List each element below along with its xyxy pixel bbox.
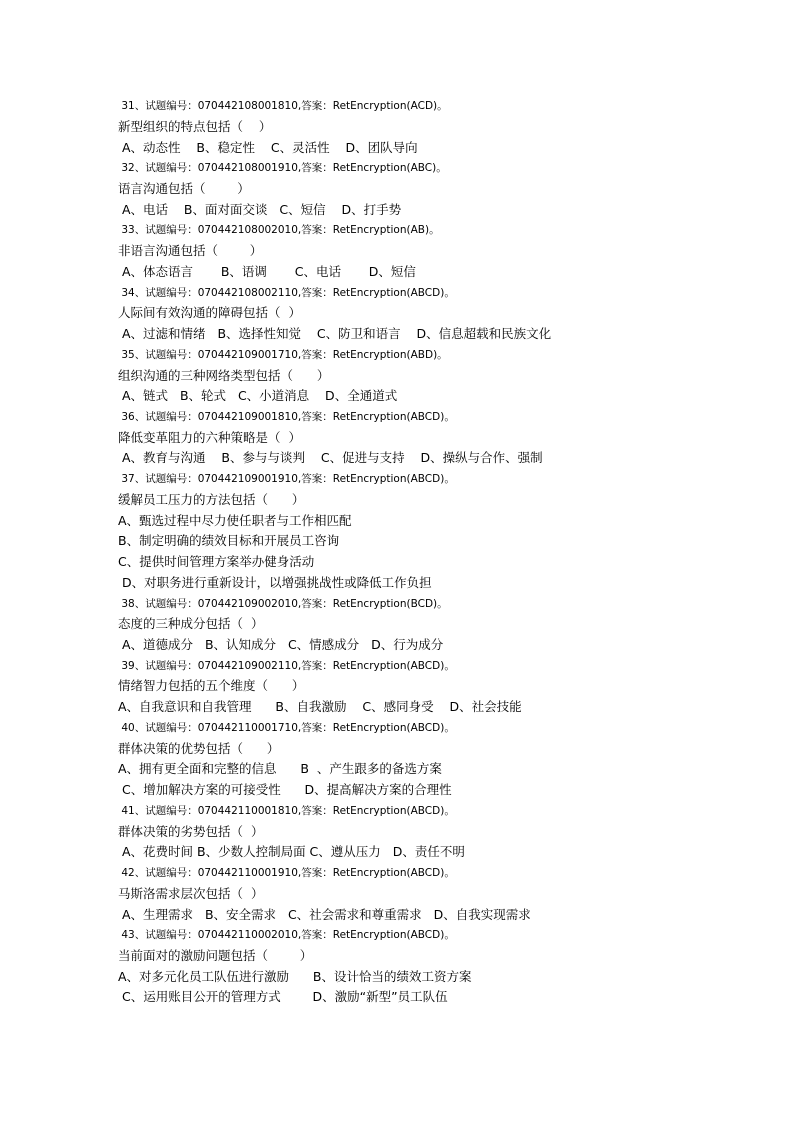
option-line: A、链式 B、轮式 C、小道消息 D、全通道式 [118,388,398,404]
item-meta: 40、试题编号：070442110001710,答案：RetEncryption(ABCD)。 [118,721,455,734]
item-meta: 38、试题编号：070442109002010,答案：RetEncryption(BCD)。 [118,597,448,610]
question-text: 情绪智力包括的五个维度（ ） [118,678,305,694]
item-meta: 37、试题编号：070442109001910,答案：RetEncryption(ABCD)。 [118,473,455,486]
item-meta: 31、试题编号：070442108001810,答案：RetEncryption(ACD)。 [118,100,448,112]
option-line: A、对多元化员工队伍进行激励 B、设计恰当的绩效工资方案 [118,968,472,984]
item-meta: 32、试题编号：070442108001910,答案：RetEncryption(ABC)。 [118,162,447,175]
item-meta: 41、试题编号：070442110001810,答案：RetEncryption(ABCD)。 [118,804,455,817]
item-meta: 35、试题编号：070442109001710,答案：RetEncryption(ABD)。 [118,348,448,361]
item-meta: 34、试题编号：070442108002110,答案：RetEncryption(ABCD)。 [118,286,455,299]
question-text: 群体决策的优势包括（ ） [118,740,280,756]
option-line: B、制定明确的绩效目标和开展员工咨询 [118,533,340,549]
option-line: A、自我意识和自我管理 B、自我激励 C、感同身受 D、社会技能 [118,699,522,715]
question-text: 缓解员工压力的方法包括（ ） [118,491,305,507]
option-line: A、体态语言 B、语调 C、电话 D、短信 [118,263,416,279]
option-line: D、对职务进行重新设计，以增强挑战性或降低工作负担 [118,574,432,590]
question-text: 降低变革阻力的六种策略是（ ） [118,429,301,445]
option-line: A、道德成分 B、认知成分 C、情感成分 D、行为成分 [118,637,444,652]
question-text: 新型组织的特点包括（ ） [118,118,272,134]
item-meta: 39、试题编号：070442109002110,答案：RetEncryption(ABCD)。 [118,659,455,672]
question-text: 当前面对的激励问题包括（ ） [118,947,313,963]
question-text: 非语言沟通包括（ ） [118,243,263,259]
question-text: 马斯洛需求层次包括（ ） [118,885,264,901]
option-line: A、教育与沟通 B、参与与谈判 C、促进与支持 D、操纵与合作、强制 [118,450,543,466]
option-line: C、提供时间管理方案举办健身活动 [118,554,315,570]
option-line: C、增加解决方案的可接受性 D、提高解决方案的合理性 [118,782,452,798]
item-meta: 36、试题编号：070442109001810,答案：RetEncryption(ABCD)。 [118,410,455,423]
question-text: 态度的三种成分包括（ ） [118,616,264,632]
item-meta: 43、试题编号：070442110002010,答案：RetEncryption(ABCD)。 [118,929,455,942]
option-line: A、甄选过程中尽力使任职者与工作相匹配 [118,512,352,528]
option-line: C、运用账目公开的管理方式 D、激励“新型”员工队伍 [118,989,448,1005]
question-text: 群体决策的劣势包括（ ） [118,823,264,839]
option-line: A、花费时间 B、少数人控制局面 C、遵从压力 D、责任不明 [118,844,465,860]
option-line: A、生理需求 B、安全需求 C、社会需求和尊重需求 D、自我实现需求 [118,906,531,922]
item-meta: 42、试题编号：070442110001910,答案：RetEncryption(ABCD)。 [118,867,455,879]
option-line: A、拥有更全面和完整的信息 B 、产生跟多的备选方案 [118,761,442,777]
option-line: A、过滤和情绪 B、选择性知觉 C、防卫和语言 D、信息超载和民族文化 [118,326,552,341]
option-line: A、电话 B、面对面交谈 C、短信 D、打手势 [118,201,402,217]
question-text: 语言沟通包括（ ） [118,180,250,196]
question-text: 人际间有效沟通的障碍包括（ ） [118,305,301,321]
option-line: A、动态性 B、稳定性 C、灵活性 D、团队导向 [118,139,418,155]
item-meta: 33、试题编号：070442108002010,答案：RetEncryption(AB)。 [118,224,440,237]
question-text: 组织沟通的三种网络类型包括（ ） [118,367,330,383]
